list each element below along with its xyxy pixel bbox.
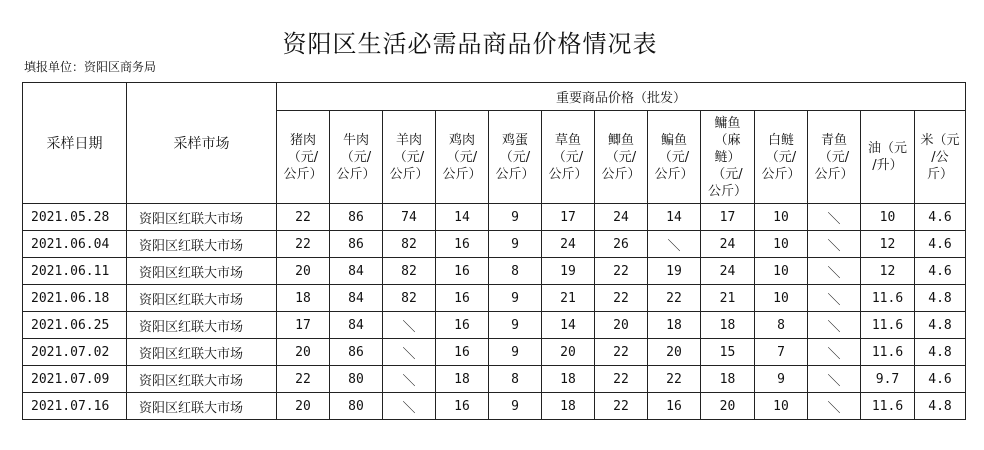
cell-price: 4.6	[915, 258, 966, 285]
table-row	[23, 393, 966, 420]
header-item: 米（元 /公 斤）	[915, 111, 966, 204]
reporting-unit: 填报单位：资阳区商务局	[24, 60, 157, 74]
cell-price: 18	[542, 393, 595, 420]
cell-empty-slash: ＼	[383, 366, 436, 393]
cell-price: 18	[277, 285, 330, 312]
cell-price: 20	[648, 339, 701, 366]
table-row	[23, 204, 966, 231]
cell-market: 资阳区红联大市场	[127, 366, 277, 393]
cell-date: 2021.05.28	[23, 204, 127, 231]
cell-price: 16	[436, 231, 489, 258]
cell-empty-slash: ＼	[808, 285, 861, 312]
header-item: 白鲢 （元/ 公斤）	[755, 111, 808, 204]
header-item: 青鱼 （元/ 公斤）	[808, 111, 861, 204]
cell-price: 21	[542, 285, 595, 312]
cell-price: 82	[383, 285, 436, 312]
cell-price: 4.8	[915, 339, 966, 366]
cell-price: 84	[330, 258, 383, 285]
table-row	[23, 258, 966, 285]
cell-price: 11.6	[861, 339, 915, 366]
cell-empty-slash: ＼	[808, 366, 861, 393]
cell-price: 22	[277, 231, 330, 258]
header-item: 牛肉 （元/ 公斤）	[330, 111, 383, 204]
cell-price: 20	[277, 339, 330, 366]
cell-date: 2021.06.18	[23, 285, 127, 312]
cell-price: 80	[330, 366, 383, 393]
cell-price: 24	[701, 258, 755, 285]
cell-price: 74	[383, 204, 436, 231]
cell-price: 18	[436, 366, 489, 393]
cell-price: 82	[383, 231, 436, 258]
cell-price: 19	[542, 258, 595, 285]
cell-empty-slash: ＼	[383, 393, 436, 420]
cell-price: 20	[701, 393, 755, 420]
table-row	[23, 366, 966, 393]
cell-market: 资阳区红联大市场	[127, 393, 277, 420]
cell-empty-slash: ＼	[808, 339, 861, 366]
cell-price: 21	[701, 285, 755, 312]
cell-empty-slash: ＼	[648, 231, 701, 258]
table-row	[23, 312, 966, 339]
header-item: 鲫鱼 （元/ 公斤）	[595, 111, 648, 204]
cell-price: 22	[277, 204, 330, 231]
cell-price: 14	[436, 204, 489, 231]
header-item: 猪肉 （元/ 公斤）	[277, 111, 330, 204]
cell-price: 22	[595, 285, 648, 312]
cell-price: 22	[595, 366, 648, 393]
cell-price: 9	[489, 339, 542, 366]
cell-price: 22	[277, 366, 330, 393]
cell-price: 8	[489, 366, 542, 393]
cell-price: 22	[648, 285, 701, 312]
cell-price: 12	[861, 231, 915, 258]
cell-price: 20	[277, 393, 330, 420]
cell-price: 16	[436, 312, 489, 339]
cell-price: 20	[595, 312, 648, 339]
cell-price: 9	[489, 393, 542, 420]
cell-price: 24	[595, 204, 648, 231]
cell-price: 11.6	[861, 393, 915, 420]
cell-price: 22	[595, 393, 648, 420]
cell-price: 10	[755, 204, 808, 231]
cell-price: 4.6	[915, 231, 966, 258]
cell-price: 12	[861, 258, 915, 285]
cell-price: 20	[277, 258, 330, 285]
cell-price: 10	[755, 231, 808, 258]
cell-price: 86	[330, 204, 383, 231]
cell-price: 4.8	[915, 285, 966, 312]
cell-price: 82	[383, 258, 436, 285]
header-item: 羊肉 （元/ 公斤）	[383, 111, 436, 204]
cell-price: 15	[701, 339, 755, 366]
cell-empty-slash: ＼	[808, 258, 861, 285]
cell-price: 9	[489, 285, 542, 312]
cell-price: 19	[648, 258, 701, 285]
cell-date: 2021.06.11	[23, 258, 127, 285]
cell-price: 24	[701, 231, 755, 258]
cell-price: 26	[595, 231, 648, 258]
cell-price: 9	[489, 231, 542, 258]
cell-price: 18	[648, 312, 701, 339]
cell-price: 10	[755, 393, 808, 420]
header-item: 鳙鱼 （麻 鲢） （元/ 公斤）	[701, 111, 755, 204]
cell-market: 资阳区红联大市场	[127, 312, 277, 339]
cell-price: 16	[648, 393, 701, 420]
table-row	[23, 231, 966, 258]
cell-price: 8	[755, 312, 808, 339]
cell-price: 9	[489, 312, 542, 339]
cell-date: 2021.07.02	[23, 339, 127, 366]
cell-date: 2021.07.16	[23, 393, 127, 420]
cell-price: 16	[436, 393, 489, 420]
cell-empty-slash: ＼	[808, 231, 861, 258]
cell-empty-slash: ＼	[383, 312, 436, 339]
cell-price: 11.6	[861, 285, 915, 312]
cell-price: 22	[595, 258, 648, 285]
cell-price: 17	[542, 204, 595, 231]
cell-price: 18	[542, 366, 595, 393]
cell-price: 84	[330, 285, 383, 312]
cell-price: 16	[436, 258, 489, 285]
cell-empty-slash: ＼	[808, 393, 861, 420]
cell-empty-slash: ＼	[808, 204, 861, 231]
cell-price: 14	[542, 312, 595, 339]
header-item: 鸡肉 （元/ 公斤）	[436, 111, 489, 204]
cell-price: 4.8	[915, 312, 966, 339]
header-item: 油（元 /升）	[861, 111, 915, 204]
header-market: 采样市场	[127, 83, 277, 204]
cell-price: 16	[436, 339, 489, 366]
cell-price: 22	[648, 366, 701, 393]
cell-price: 22	[595, 339, 648, 366]
cell-price: 86	[330, 339, 383, 366]
cell-price: 84	[330, 312, 383, 339]
cell-price: 9.7	[861, 366, 915, 393]
cell-price: 10	[755, 258, 808, 285]
header-group: 重要商品价格（批发）	[277, 83, 966, 111]
cell-market: 资阳区红联大市场	[127, 258, 277, 285]
cell-price: 14	[648, 204, 701, 231]
cell-price: 10	[861, 204, 915, 231]
table-row	[23, 285, 966, 312]
cell-empty-slash: ＼	[383, 339, 436, 366]
cell-price: 9	[489, 204, 542, 231]
cell-price: 16	[436, 285, 489, 312]
cell-price: 86	[330, 231, 383, 258]
cell-price: 8	[489, 258, 542, 285]
cell-empty-slash: ＼	[808, 312, 861, 339]
table-row	[23, 339, 966, 366]
page-title: 资阳区生活必需品商品价格情况表	[282, 30, 658, 58]
cell-price: 18	[701, 312, 755, 339]
cell-price: 18	[701, 366, 755, 393]
cell-date: 2021.06.25	[23, 312, 127, 339]
cell-market: 资阳区红联大市场	[127, 204, 277, 231]
cell-price: 24	[542, 231, 595, 258]
price-table	[22, 82, 966, 420]
header-item: 草鱼 （元/ 公斤）	[542, 111, 595, 204]
cell-price: 20	[542, 339, 595, 366]
cell-market: 资阳区红联大市场	[127, 285, 277, 312]
cell-price: 4.6	[915, 366, 966, 393]
cell-date: 2021.07.09	[23, 366, 127, 393]
cell-price: 80	[330, 393, 383, 420]
cell-market: 资阳区红联大市场	[127, 339, 277, 366]
cell-price: 7	[755, 339, 808, 366]
cell-date: 2021.06.04	[23, 231, 127, 258]
cell-price: 17	[277, 312, 330, 339]
cell-price: 4.6	[915, 204, 966, 231]
cell-price: 10	[755, 285, 808, 312]
header-item: 鸡蛋 （元/ 公斤）	[489, 111, 542, 204]
cell-price: 9	[755, 366, 808, 393]
cell-price: 4.8	[915, 393, 966, 420]
cell-price: 17	[701, 204, 755, 231]
cell-market: 资阳区红联大市场	[127, 231, 277, 258]
header-item: 鳊鱼 （元/ 公斤）	[648, 111, 701, 204]
cell-price: 11.6	[861, 312, 915, 339]
header-date: 采样日期	[23, 83, 127, 204]
